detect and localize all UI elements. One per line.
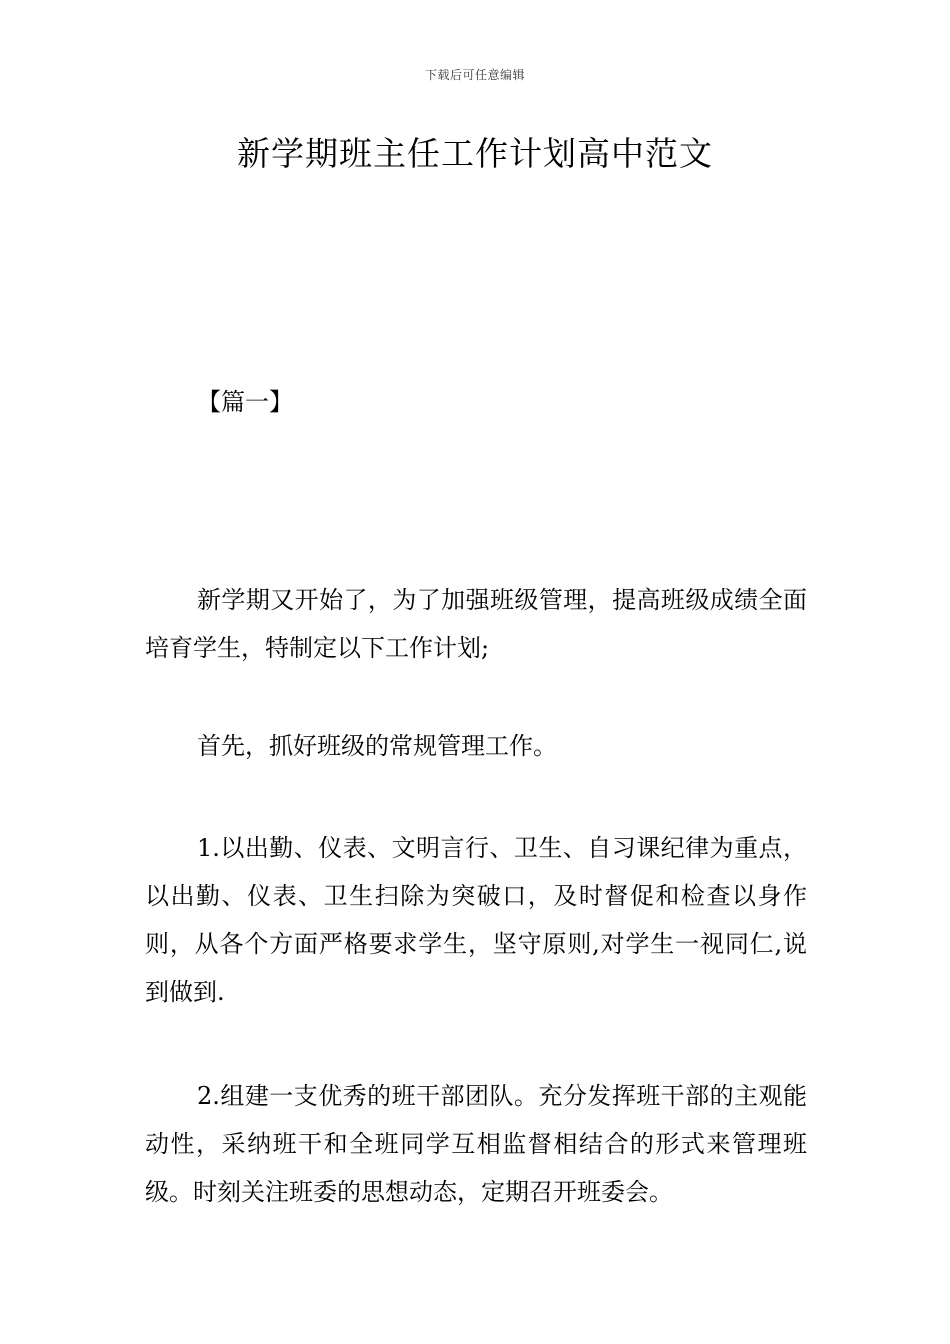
section-label: 【篇一】 — [197, 388, 293, 416]
paragraph-item-2: 2.组建一支优秀的班干部团队。充分发挥班干部的主观能动性，采纳班干和全班同学互相监督相结合的形式来管理班级。时刻关注班委的思想动态，定期召开班委会。 — [145, 1082, 807, 1206]
document-title: 新学期班主任工作计划高中范文 — [237, 134, 713, 173]
paragraph-item-1: 1.以出勤、仪表、文明言行、卫生、自习课纪律为重点，以出勤、仪表、卫生扫除为突破口，及时督促和检查以身作则，从各个方面严格要求学生，坚守原则,对学生一视同仁,说到做到. — [145, 834, 807, 1006]
paragraph-first: 首先，抓好班级的常规管理工作。 — [197, 732, 557, 760]
paragraph-intro: 新学期又开始了，为了加强班级管理，提高班级成绩全面培育学生，特制定以下工作计划; — [145, 586, 807, 662]
header-note: 下载后可任意编辑 — [424, 68, 525, 82]
